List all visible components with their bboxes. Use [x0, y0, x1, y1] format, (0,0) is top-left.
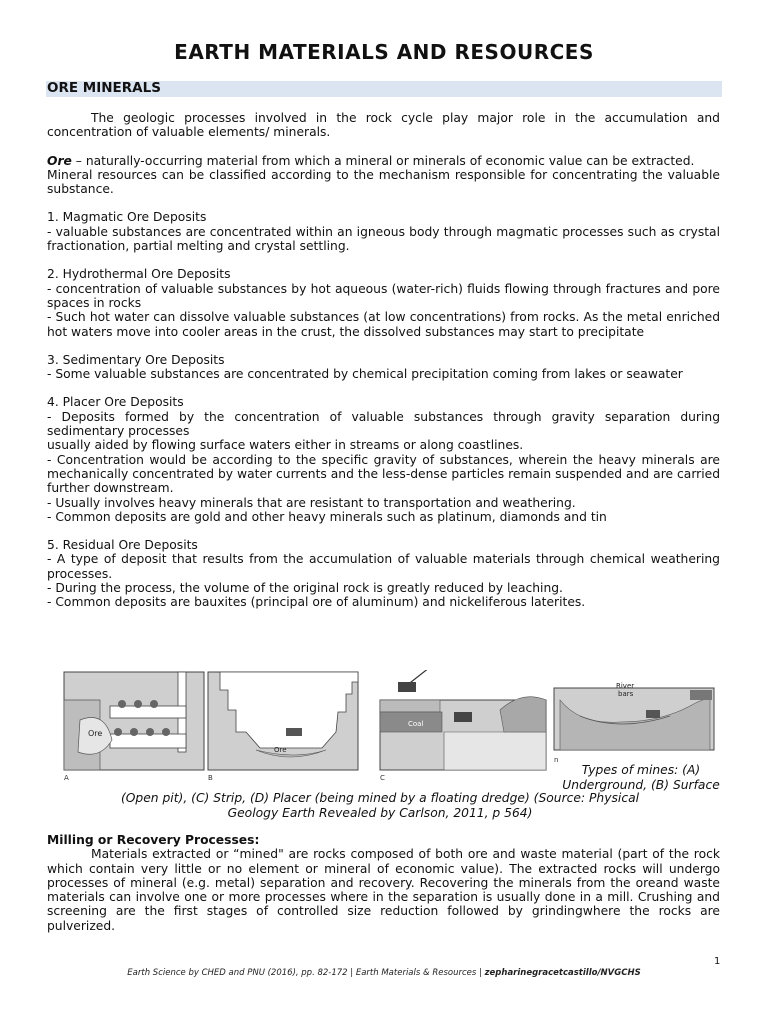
- page-number: 1: [714, 956, 721, 967]
- underground-mine-diagram: [64, 672, 204, 770]
- deposit-line: - Common deposits are bauxites (principal ore of aluminum) and nickeliferous laterites.: [47, 595, 586, 610]
- footer-author: zepharinegracetcastillo/NVGCHS: [484, 968, 641, 978]
- deposit-heading: 2. Hydrothermal Ore Deposits: [47, 267, 231, 282]
- deposit-line: - valuable substances are concentrated within an igneous body through magmatic processes such as crystal fractionation, partial melting and crystal settling.: [47, 224, 720, 254]
- deposit-line: usually aided by flowing surface waters either in streams or along coastlines.: [47, 438, 524, 453]
- deposit-heading: 3. Sedimentary Ore Deposits: [47, 352, 225, 367]
- ore-label-a: Ore: [88, 729, 103, 738]
- footer-citation: Earth Science by CHED and PNU (2016), pp. 82-172 | Earth Materials & Resources |: [127, 968, 485, 978]
- ore-definition-paragraph: [47, 154, 720, 168]
- milling-text: Materials extracted or “mined" are rocks composed of both ore and waste material (part of the rock which contain very little or no element or mineral of economic value). The extracted rocks will undergo processes of mineral (e.g. metal) separation and recovery. Recovering the minerals from the oreand waste materials can involve one or more processes where in the separation is usually done in a mill. Crushing and screening are the first stages of controlled size reduction followed by grindingwhere the rocks are pulverized.: [47, 847, 720, 933]
- intro-paragraph: The geologic processes involved in the rock cycle play major role in the accumulation and concentration of valuable elements/ minerals.: [47, 111, 720, 140]
- ore-label-b: Ore: [274, 746, 287, 754]
- deposit-heading: 5. Residual Ore Deposits: [47, 538, 198, 553]
- label-d: n: [554, 756, 559, 764]
- strip-mine-diagram: [380, 670, 546, 770]
- deposit-heading: 4. Placer Ore Deposits: [47, 395, 184, 410]
- main-body: [47, 111, 720, 610]
- ore-definition: – naturally-occurring material from which a mineral or minerals of economic value can be extracted.: [71, 153, 695, 168]
- deposit-line: - During the process, the volume of the original rock is greatly reduced by leaching.: [47, 581, 563, 596]
- milling-heading: Milling or Recovery Processes:: [47, 833, 260, 847]
- document-title: EARTH MATERIALS AND RESOURCES: [174, 40, 594, 64]
- label-a: A: [64, 774, 69, 782]
- deposit-heading: 1. Magmatic Ore Deposits: [47, 210, 207, 225]
- bars-label: bars: [618, 690, 634, 698]
- deposit-line: - A type of deposit that results from the accumulation of valuable materials through chemical weathering processes.: [47, 552, 720, 581]
- river-label: River: [616, 682, 635, 690]
- deposit-line: - Such hot water can dissolve valuable substances (at low concentrations) from rocks. As the metal enriched hot waters move into cooler areas in the crust, the dissolved substances may start to precipitate: [47, 310, 720, 339]
- figure-caption-center: (Open pit), (C) Strip, (D) Placer (being mined by a floating dredge) (Source: Physical Geology Earth Revealed by Carlson, 2011, p 564): [120, 791, 640, 820]
- deposit-line: - Concentration would be according to the specific gravity of substances, wherein the heavy minerals are mechanically concentrated by water currents and the less-dense particles remain suspended and are carried further downstream.: [47, 452, 720, 496]
- deposit-line: - Deposits formed by the concentration of valuable substances through gravity separation during sedimentary processes: [47, 409, 720, 439]
- section-title: ORE MINERALS: [47, 80, 161, 96]
- coal-label: Coal: [408, 720, 424, 728]
- figure-caption-right: Types of mines: (A) Underground, (B) Surface: [562, 763, 720, 792]
- open-pit-diagram: [208, 672, 358, 770]
- milling-section: [47, 833, 720, 933]
- placer-mine-diagram: [554, 688, 714, 750]
- deposit-line: - concentration of valuable substances by hot aqueous (water-rich) fluids flowing through fractures and pore spaces in rocks: [47, 281, 720, 310]
- ore-term: Ore: [47, 153, 72, 168]
- page-footer: [0, 968, 768, 978]
- label-b: B: [208, 774, 213, 782]
- label-c: C: [380, 774, 385, 782]
- deposit-line: - Some valuable substances are concentrated by chemical precipitation coming from lakes or seawater: [47, 367, 683, 382]
- classification-paragraph: Mineral resources can be classified according to the mechanism responsible for concentrating the valuable substance.: [47, 167, 720, 197]
- deposit-line: - Usually involves heavy minerals that are resistant to transportation and weathering.: [47, 495, 576, 510]
- deposit-line: - Common deposits are gold and other heavy minerals such as platinum, diamonds and tin: [47, 509, 607, 524]
